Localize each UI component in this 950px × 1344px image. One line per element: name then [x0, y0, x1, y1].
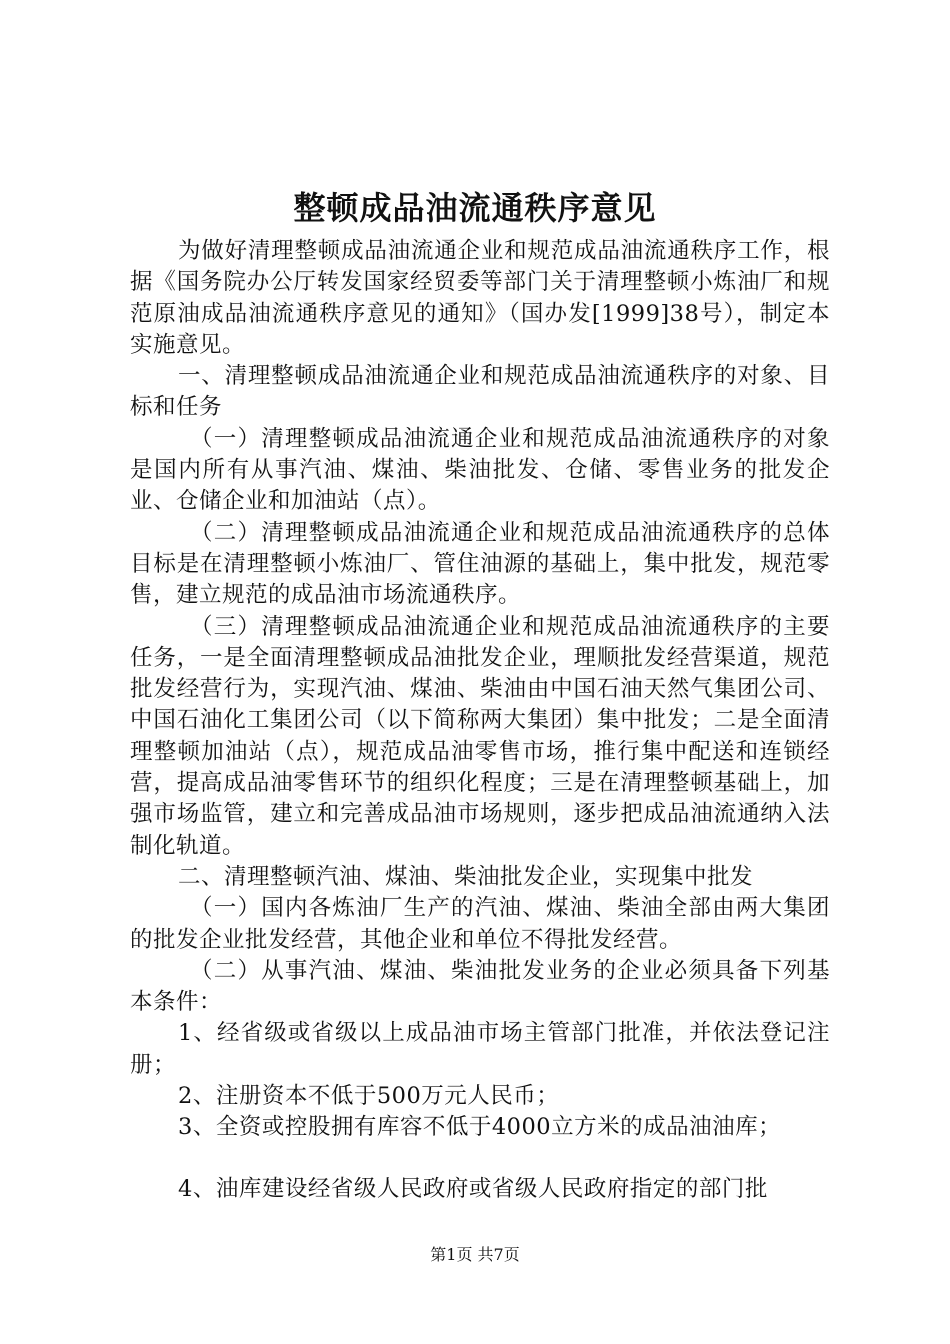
- section-heading-2: 二、清理整顿汽油、煤油、柴油批发企业，实现集中批发: [178, 863, 754, 890]
- paragraph-intro: 为做好清理整顿成品油流通企业和规范成品油流通秩序工作，根据《国务院办公厅转发国家经贸委等部门关于清理整顿小炼油厂和规范原油成品油流通秩序意见的通知》（国办发[1999]38号），制定本实施意见。: [130, 238, 830, 358]
- list-item-4: 4、油库建设经省级人民政府或省级人民政府指定的部门批: [178, 1175, 768, 1202]
- document-body: [130, 236, 830, 1205]
- paragraph-1-3: （三）清理整顿成品油流通企业和规范成品油流通秩序的主要任务，一是全面清理整顿成品油批发企业，理顺批发经营渠道，规范批发经营行为，实现汽油、煤油、柴油由中国石油天然气集团公司、中国石油化工集团公司（以下简称两大集团）集中批发；二是全面清理整顿加油站（点），规范成品油零售市场，推行集中配送和连锁经营，提高成品油零售环节的组织化程度；三是在清理整顿基础上，加强市场监管，建立和完善成品油市场规则，逐步把成品油流通纳入法制化轨道。: [130, 613, 830, 859]
- list-item-1: 1、经省级或省级以上成品油市场主管部门批准，并依法登记注册；: [130, 1020, 830, 1078]
- paragraph-1-2: （二）清理整顿成品油流通企业和规范成品油流通秩序的总体目标是在清理整顿小炼油厂、管住油源的基础上，集中批发，规范零售，建立规范的成品油市场流通秩序。: [130, 519, 830, 609]
- paragraph-2-2: （二）从事汽油、煤油、柴油批发业务的企业必须具备下列基本条件：: [130, 957, 830, 1016]
- paragraph-2-1: （一）国内各炼油厂生产的汽油、煤油、柴油全部由两大集团的批发企业批发经营，其他企业和单位不得批发经营。: [130, 895, 830, 953]
- paragraph-1-1: （一）清理整顿成品油流通企业和规范成品油流通秩序的对象是国内所有从事汽油、煤油、柴油批发、仓储、零售业务的批发企业、仓储企业和加油站（点）。: [130, 425, 830, 515]
- section-heading-1: 一、清理整顿成品油流通企业和规范成品油流通秩序的对象、目标和任务: [130, 363, 830, 421]
- document-title: 整顿成品油流通秩序意见: [293, 189, 657, 227]
- list-item-2: 2、注册资本不低于500万元人民币；: [178, 1083, 560, 1110]
- list-item-3: 3、全资或控股拥有库容不低于4000立方米的成品油油库；: [178, 1114, 782, 1141]
- page-footer: 第1页 共7页: [430, 1245, 520, 1264]
